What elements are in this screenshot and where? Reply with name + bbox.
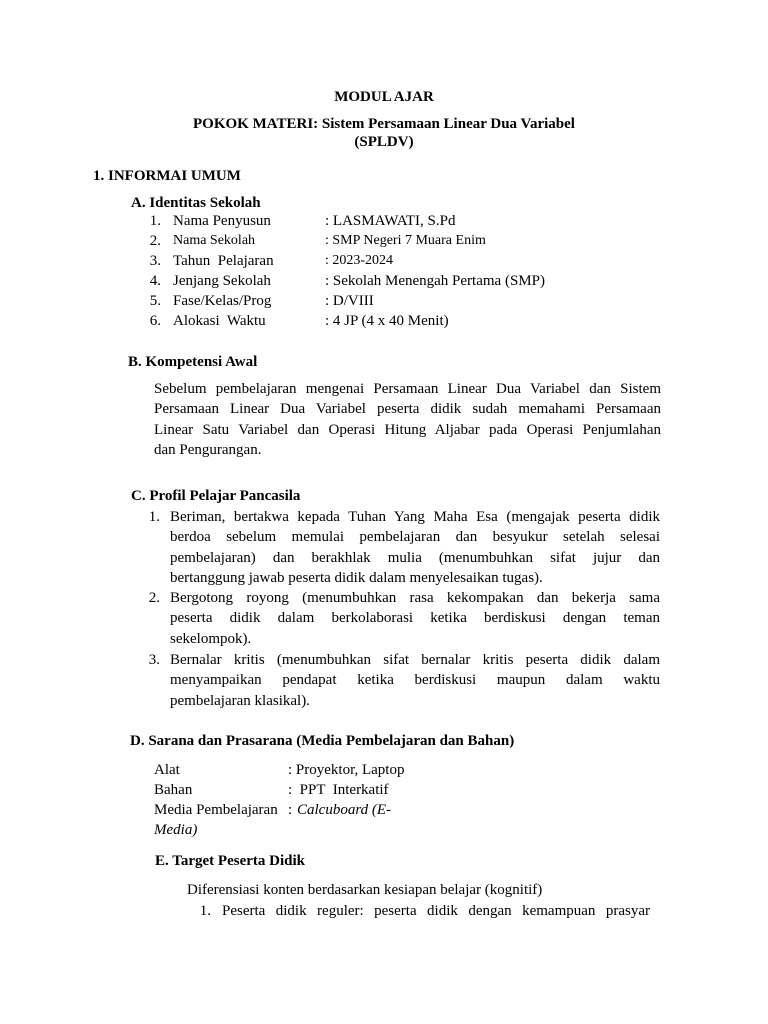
paragraph-line: pembelajaran klasikal).: [170, 692, 310, 709]
identitas-row-value: : LASMAWATI, S.Pd: [325, 213, 456, 229]
subsection-heading-identitas: A. Identitas Sekolah: [131, 195, 261, 211]
identitas-row-label: Jenjang Sekolah: [173, 273, 271, 289]
paragraph-line: menyampaikan pendapat ketika berdiskusi maupun dalam waktu: [170, 672, 660, 689]
paragraph-line: sekelompok).: [170, 630, 252, 647]
identitas-row-label: Tahun Pelajaran: [173, 253, 274, 269]
list-item-number: 2.: [148, 590, 160, 606]
sarana-bahan-label: Bahan: [154, 782, 193, 798]
identitas-row-label: Fase/Kelas/Prog: [173, 293, 272, 309]
paragraph-line: Linear Satu Variabel dan Operasi Hitung Aljabar pada Operasi Penjumlahan: [154, 421, 661, 438]
sarana-bahan-value: : PPT Interkatif: [288, 782, 389, 798]
identitas-row-value: : 2023-2024: [325, 253, 394, 268]
identitas-row-number: 2.: [149, 233, 161, 249]
paragraph-line: Persamaan Linear Dua Variabel peserta didik sudah memahami Persamaan: [154, 401, 661, 418]
list-item-text: [170, 650, 660, 711]
subsection-heading-sarana-prasarana: D. Sarana dan Prasarana (Media Pembelajaran dan Bahan): [130, 733, 515, 749]
identitas-row-number: 4.: [149, 273, 161, 289]
list-item-text: [170, 507, 660, 588]
list-item-number: 1.: [148, 509, 160, 525]
paragraph-line: berdoa sebelum memulai pembelajaran dan besyukur setelah selesai: [170, 529, 660, 546]
paragraph-line: Bergotong royong (menumbuhkan rasa kekompakan dan bekerja sama: [170, 590, 660, 606]
identitas-row-label: Nama Penyusun: [173, 213, 271, 229]
paragraph-line: bertanggung jawab peserta didik dalam menyelesaikan tugas).: [170, 569, 543, 586]
section-heading-informasi-umum: 1. INFORMAI UMUM: [93, 168, 241, 184]
kompetensi-awal-paragraph: [154, 379, 661, 460]
identitas-row-value: : Sekolah Menengah Pertama (SMP): [325, 273, 545, 289]
sarana-media-value-continued: Media): [154, 822, 198, 838]
identitas-row-number: 1.: [149, 213, 161, 229]
identitas-row-label: Alokasi Waktu: [173, 313, 266, 329]
paragraph-line: Bernalar kritis (menumbuhkan sifat bernalar kritis peserta didik dalam: [170, 652, 660, 668]
paragraph-line: pembelajaran) dan berakhlak mulia (menumbuhkan sifat jujur dan: [170, 549, 660, 566]
identitas-row-value: : D/VIII: [325, 293, 374, 309]
identitas-row-value: : SMP Negeri 7 Muara Enim: [325, 233, 486, 248]
subsection-heading-profil-pelajar: C. Profil Pelajar Pancasila: [131, 488, 301, 504]
document-subtitle-line2: (SPLDV): [354, 134, 414, 150]
target-intro-text: Diferensiasi konten berdasarkan kesiapan belajar (kognitif): [187, 882, 543, 898]
subsection-heading-kompetensi-awal: B. Kompetensi Awal: [128, 354, 258, 370]
sarana-media-label: Media Pembelajaran: [154, 802, 278, 818]
list-item-number: 3.: [148, 652, 160, 668]
paragraph-line: dan Pengurangan.: [154, 441, 262, 458]
document-title: MODUL AJAR: [334, 89, 434, 105]
sarana-media-value: Calcuboard (E-: [297, 802, 392, 818]
paragraph-line: Sebelum pembelajaran mengenai Persamaan Linear Dua Variabel dan Sistem: [154, 381, 661, 397]
sarana-alat-value: : Proyektor, Laptop: [288, 762, 405, 778]
list-item-text: [170, 588, 660, 649]
paragraph-line: peserta didik dalam berkolaborasi ketika berdiskusi dengan teman: [170, 610, 660, 627]
list-item-text: [222, 901, 650, 921]
sarana-alat-label: Alat: [154, 762, 180, 778]
list-item-number: 1.: [199, 903, 211, 919]
document-subtitle-line1: POKOK MATERI: Sistem Persamaan Linear Dua Variabel: [193, 116, 575, 132]
identitas-row-number: 6.: [149, 313, 161, 329]
identitas-row-number: 3.: [149, 253, 161, 269]
subsection-heading-target-peserta-didik: E. Target Peserta Didik: [155, 853, 305, 869]
paragraph-line: Peserta didik reguler: peserta didik dengan kemampuan prasyar: [222, 903, 650, 919]
identitas-row-label: Nama Sekolah: [173, 233, 256, 248]
identitas-row-value: : 4 JP (4 x 40 Menit): [325, 313, 449, 329]
paragraph-line: Beriman, bertakwa kepada Tuhan Yang Maha Esa (mengajak peserta didik: [170, 509, 660, 525]
identitas-row-number: 5.: [149, 293, 161, 309]
sarana-media-colon: :: [288, 802, 293, 818]
